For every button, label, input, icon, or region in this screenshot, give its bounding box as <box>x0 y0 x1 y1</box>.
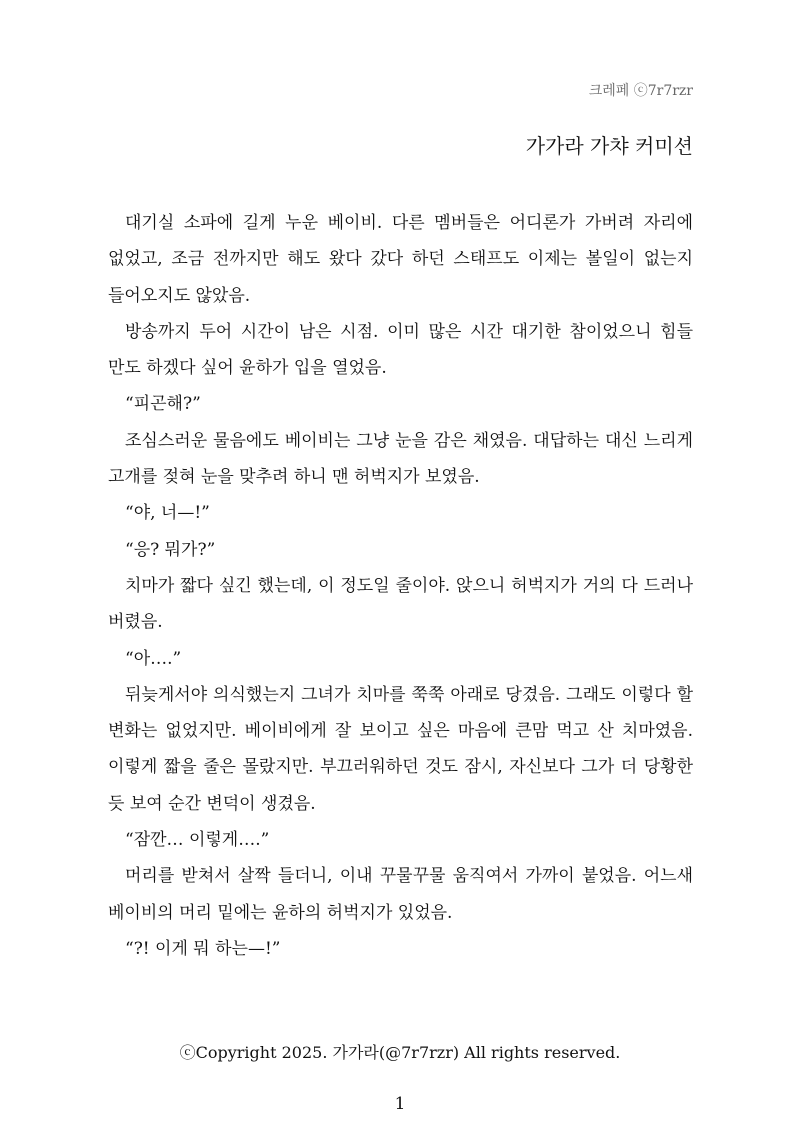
paragraph: 뒤늦게서야 의식했는지 그녀가 치마를 쭉쭉 아래로 당겼음. 그래도 이렇다 할 변화는 없었지만. 베이비에게 잘 보이고 싶은 마음에 큰맘 먹고 산 치마였음. 이렇게 짧을 줄은 몰랐지만. 부끄러워하던 것도 잠시, 자신보다 그가 더 당황한 듯 보여 순간 변덕이 생겼음. <box>108 684 693 814</box>
page-number: 1 <box>394 1094 406 1114</box>
dialogue-line: “?! 이게 뭐 하는—!” <box>125 938 281 959</box>
dialogue-line: “잠깐… 이렇게….” <box>125 830 270 851</box>
header-credit: 크레페 ⓒ7r7rzr <box>588 83 693 99</box>
paragraph: 조심스러운 물음에도 베이비는 그냥 눈을 감은 채였음. 대답하는 대신 느리게 고개를 젖혀 눈을 맞추려 하니 맨 허벅지가 보였음. <box>108 430 693 488</box>
paragraph: 치마가 짧다 싶긴 했는데, 이 정도일 줄이야. 앉으니 허벅지가 거의 다 드러나 버렸음. <box>108 575 693 633</box>
footer-copyright: ⓒCopyright 2025. 가가라(@7r7rzr) All rights reserved. <box>179 1043 621 1062</box>
body-text <box>108 205 693 967</box>
paragraph: 머리를 받쳐서 살짝 들더니, 이내 꾸물꾸물 움직여서 가까이 붙었음. 어느새 베이비의 머리 밑에는 윤하의 허벅지가 있었음. <box>108 866 693 923</box>
dialogue-line: “야, 너—!” <box>125 503 210 524</box>
dialogue-line: “피곤해?” <box>125 394 201 415</box>
document-title: 가가라 가챠 커미션 <box>525 134 693 158</box>
paragraph: 대기실 소파에 길게 누운 베이비. 다른 멤버들은 어디론가 가버려 자리에 없었고, 조금 전까지만 해도 왔다 갔다 하던 스태프도 이제는 볼일이 없는지 들어오지도 않았음. <box>108 213 693 306</box>
paragraph: 방송까지 두어 시간이 남은 시점. 이미 많은 시간 대기한 참이었으니 힘들 만도 하겠다 싶어 윤하가 입을 열었음. <box>108 321 693 379</box>
dialogue-line: “응? 뭐가?” <box>125 539 216 560</box>
dialogue-line: “아….” <box>125 648 182 669</box>
